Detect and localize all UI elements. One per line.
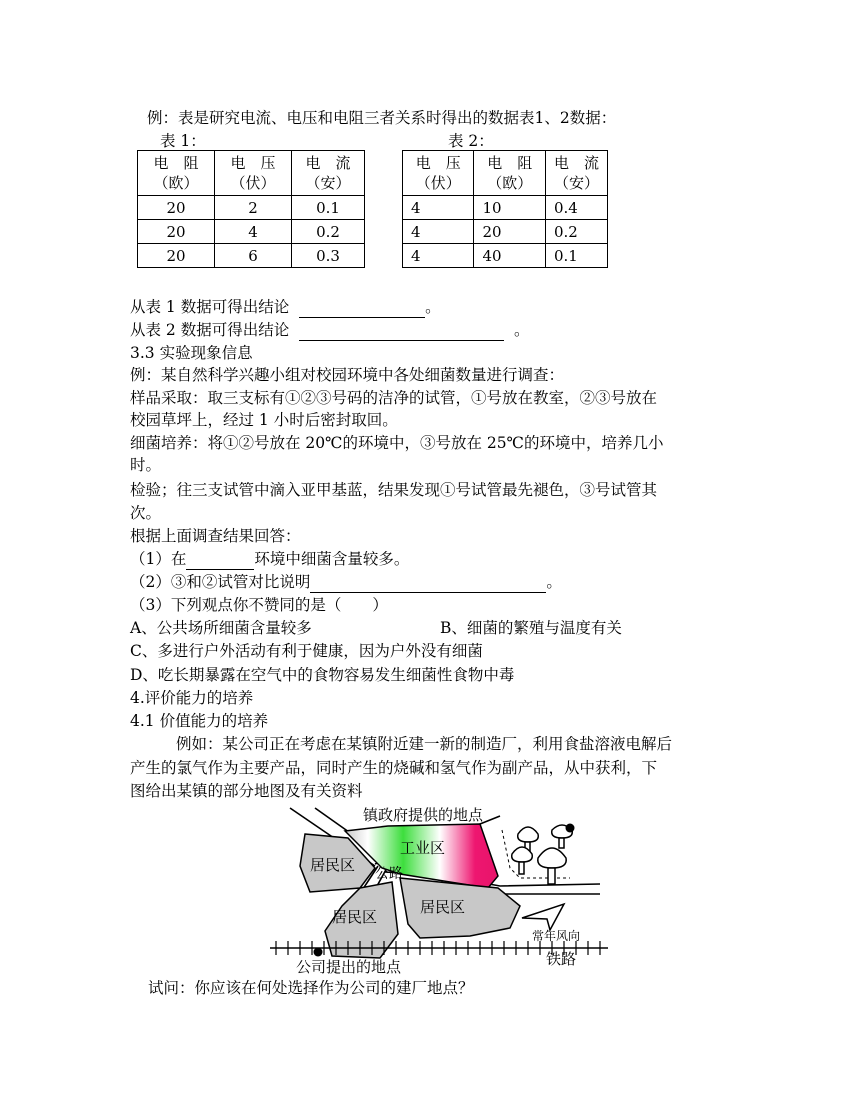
industrial-label: 工业区 [400,841,446,857]
answer-blank[interactable] [299,323,504,341]
question-3: （3）下列观点你不赞同的是（ ） [130,596,388,614]
town-site-marker [566,824,575,833]
road-label: 公路 [375,867,403,882]
answer-blank[interactable] [186,552,254,570]
cell: 10 [474,196,546,220]
body-text: 例如：某公司正在考虑在某镇附近建一新的制造厂，利用食盐溶液电解后 [176,735,673,753]
cell: 6 [215,244,292,268]
cell: 4 [403,220,474,244]
railway-label: 铁路 [546,952,577,968]
option-b: B、细菌的繁殖与温度有关 [440,619,622,637]
header-cell: 电 阻 （欧） [138,151,215,196]
wind-arrow-icon [522,904,564,930]
final-question: 试问：你应该在何处选择作为公司的建厂地点？ [148,979,474,997]
body-text: 细菌培养：将①②号放在 20℃的环境中，③号放在 25℃的环境中，培养几小 [130,434,664,452]
company-site-marker [314,948,323,957]
body-text: 检验；往三支试管中滴入亚甲基蓝，结果发现①号试管最先褪色，③号试管其 [130,481,658,499]
cell: 20 [474,220,546,244]
answer-blank[interactable] [310,575,546,593]
table1-caption: 表 1： [160,132,206,150]
option-c: C、多进行户外活动有利于健康，因为户外没有细菌 [130,642,483,660]
question-1: （1）在 环境中细菌含量较多。 [130,550,410,568]
table-row [138,244,365,268]
header-cell: 电 阻 （欧） [474,151,546,196]
section-heading: 4.评价能力的培养 [130,689,254,707]
cell: 0.1 [292,196,365,220]
residential-label-3: 居民区 [420,900,466,916]
body-text: 时。 [130,456,162,474]
question-2: （2）③和②试管对比说明 。 [130,573,562,591]
example-text: 例：某自然科学兴趣小组对校园环境中各处细菌数量进行调查： [130,366,565,384]
header-cell: 电 压 （伏） [403,151,474,196]
option-d: D、吃长期暴露在空气中的食物容易发生细菌性食物中毒 [130,666,515,684]
section-heading: 4.1 价值能力的培养 [130,712,269,730]
cell: 40 [474,244,546,268]
cell: 4 [403,244,474,268]
conclusion-2: 从表 2 数据可得出结论 。 [130,321,530,339]
table-row [403,244,608,268]
option-a: A、公共场所细菌含量较多 [130,619,312,637]
answer-blank[interactable] [299,300,425,318]
conclusion-1: 从表 1 数据可得出结论 。 [130,298,441,316]
residential-label-1: 居民区 [310,858,356,874]
body-text: 产生的氯气作为主要产品，同时产生的烧碱和氢气作为副产品，从中获利，下 [130,759,658,777]
table-2 [402,150,608,268]
wind-label: 常年风向 [532,929,581,943]
body-text: 根据上面调查结果回答： [130,527,301,545]
header-cell: 电 流 （安） [545,151,607,196]
table-row [403,196,608,220]
table-1 [137,150,365,268]
body-text: 图给出某镇的部分地图及有关资料 [130,782,363,800]
header-cell: 电 流 （安） [292,151,365,196]
table-row [403,220,608,244]
cell: 0.2 [545,220,607,244]
residential-label-2: 居民区 [332,910,378,926]
section-heading: 3.3 实验现象信息 [130,344,253,362]
body-text: 校园草坪上，经过 1 小时后密封取回。 [130,411,398,429]
table-row [138,220,365,244]
cell: 0.3 [292,244,365,268]
cell: 20 [138,220,215,244]
cell: 0.1 [545,244,607,268]
town-site-label: 镇政府提供的地点 [363,808,484,824]
cell: 20 [138,244,215,268]
tree-icon [512,825,573,884]
body-text: 样品采取：取三支标有①②③号码的洁净的试管，①号放在教室，②③号放在 [130,389,658,407]
body-text: 次。 [130,504,162,522]
header-cell: 电 压 （伏） [215,151,292,196]
company-site-label: 公司提出的地点 [296,960,402,976]
table2-caption: 表 2： [448,132,494,150]
cell: 0.2 [292,220,365,244]
cell: 4 [403,196,474,220]
cell: 20 [138,196,215,220]
cell: 4 [215,220,292,244]
intro-text: 例：表是研究电流、电压和电阻三者关系时得出的数据表1、2数据： [147,109,617,127]
cell: 2 [215,196,292,220]
table-row [138,196,365,220]
cell: 0.4 [545,196,607,220]
town-map [270,806,630,976]
